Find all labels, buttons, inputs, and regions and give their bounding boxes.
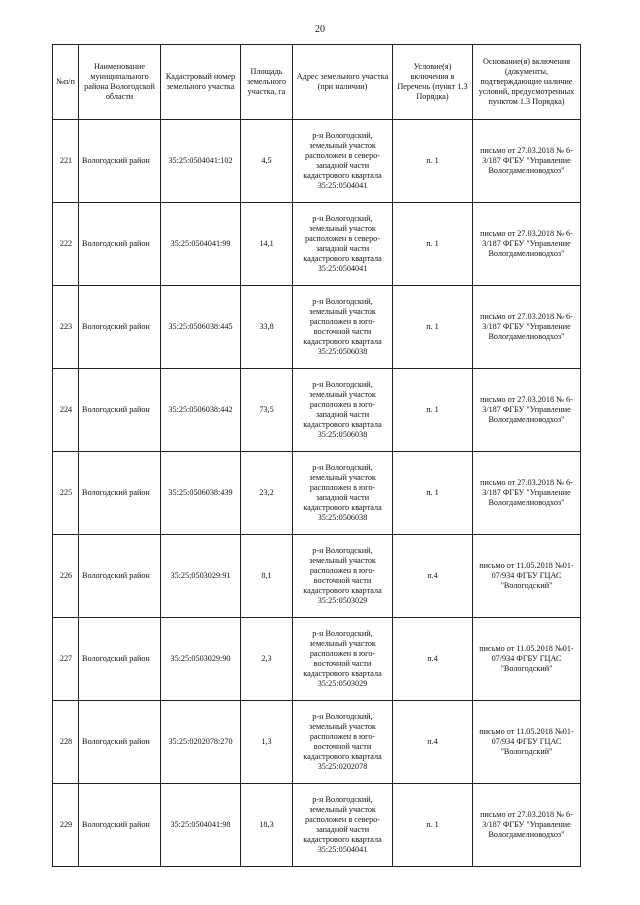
cell-num: 226 <box>53 535 79 618</box>
cell-cadastral-number: 35:25:0503029:90 <box>161 618 241 701</box>
cell-condition: п. 1 <box>393 120 473 203</box>
cell-rayon: Вологодский район <box>79 784 161 867</box>
cell-num: 224 <box>53 369 79 452</box>
cell-basis: письмо от 27.03.2018 № 6-3/187 ФГБУ "Управление Вологдамелиоводхоз" <box>473 452 581 535</box>
cell-rayon: Вологодский район <box>79 369 161 452</box>
cell-area: 73,5 <box>241 369 293 452</box>
cell-num: 229 <box>53 784 79 867</box>
header-cadastral: Кадастровый номер земельного участка <box>161 45 241 120</box>
table-row <box>53 618 581 701</box>
cell-area: 8,1 <box>241 535 293 618</box>
cell-cadastral-number: 35:25:0506038:439 <box>161 452 241 535</box>
cell-num: 223 <box>53 286 79 369</box>
header-num: №п/п <box>53 45 79 120</box>
cell-condition: п.4 <box>393 535 473 618</box>
cell-address: р-н Вологодский, земельный участок расположен в юго-восточной части кадастрового квартала 35:25:0503029 <box>293 535 393 618</box>
cell-address: р-н Вологодский, земельный участок расположен в северо-западной части кадастрового квартала 35:25:0504041 <box>293 120 393 203</box>
cell-address: р-н Вологодский, земельный участок расположен в северо-западной части кадастрового квартала 35:25:0504041 <box>293 203 393 286</box>
header-condition: Условие(я) включения в Перечень (пункт 1.3 Порядка) <box>393 45 473 120</box>
table-row <box>53 286 581 369</box>
table-row <box>53 784 581 867</box>
cell-condition: п. 1 <box>393 784 473 867</box>
cell-num: 222 <box>53 203 79 286</box>
cell-area: 4,5 <box>241 120 293 203</box>
header-address: Адрес земельного участка (при наличии) <box>293 45 393 120</box>
table-row <box>53 452 581 535</box>
table-row <box>53 535 581 618</box>
cell-rayon: Вологодский район <box>79 452 161 535</box>
cell-address: р-н Вологодский, земельный участок расположен в юго-восточной части кадастрового квартала 35:25:0202078 <box>293 701 393 784</box>
cell-condition: п.4 <box>393 701 473 784</box>
cell-area: 1,3 <box>241 701 293 784</box>
cell-cadastral-number: 35:25:0202078:270 <box>161 701 241 784</box>
cell-address: р-н Вологодский, земельный участок расположен в северо-западной части кадастрового квартала 35:25:0504041 <box>293 784 393 867</box>
cell-condition: п. 1 <box>393 369 473 452</box>
cell-num: 225 <box>53 452 79 535</box>
table-row <box>53 701 581 784</box>
cell-rayon: Вологодский район <box>79 120 161 203</box>
header-basis: Основание(я) включения (документы, подтверждающие наличие условий, предусмотренных пунктом 1.3 Порядка) <box>473 45 581 120</box>
cell-area: 14,1 <box>241 203 293 286</box>
cell-num: 227 <box>53 618 79 701</box>
cell-cadastral-number: 35:25:0503029:91 <box>161 535 241 618</box>
cell-basis: письмо от 27.03.2018 № 6-3/187 ФГБУ "Управление Вологдамелиоводхоз" <box>473 286 581 369</box>
cell-address: р-н Вологодский, земельный участок расположен в юго-западной части кадастрового квартала 35:25:0506038 <box>293 369 393 452</box>
cell-cadastral-number: 35:25:0506038:445 <box>161 286 241 369</box>
cell-address: р-н Вологодский, земельный участок расположен в юго-западной части кадастрового квартала 35:25:0506038 <box>293 452 393 535</box>
table-header-row <box>53 45 581 120</box>
cell-condition: п. 1 <box>393 203 473 286</box>
cell-rayon: Вологодский район <box>79 618 161 701</box>
cell-area: 23,2 <box>241 452 293 535</box>
table-row <box>53 120 581 203</box>
cell-rayon: Вологодский район <box>79 203 161 286</box>
cell-area: 18,3 <box>241 784 293 867</box>
cell-area: 33,8 <box>241 286 293 369</box>
cell-num: 228 <box>53 701 79 784</box>
header-rayon: Наименование муниципального района Вологодской области <box>79 45 161 120</box>
cell-address: р-н Вологодский, земельный участок расположен в юго-восточной части кадастрового квартала 35:25:0503029 <box>293 618 393 701</box>
cell-area: 2,3 <box>241 618 293 701</box>
cell-cadastral-number: 35:25:0504041:99 <box>161 203 241 286</box>
header-area: Площадь земельного участка, га <box>241 45 293 120</box>
cell-condition: п.4 <box>393 618 473 701</box>
cell-num: 221 <box>53 120 79 203</box>
cell-condition: п. 1 <box>393 452 473 535</box>
cell-cadastral-number: 35:25:0504041:102 <box>161 120 241 203</box>
page-number: 20 <box>315 24 325 35</box>
cell-rayon: Вологодский район <box>79 535 161 618</box>
land-plots-table <box>52 44 581 867</box>
cell-basis: письмо от 27.03.2018 № 6-3/187 ФГБУ "Управление Вологдамелиоводхоз" <box>473 369 581 452</box>
cell-basis: письмо от 11.05.2018 №01-07/934 ФГБУ ГЦАС "Вологодский" <box>473 701 581 784</box>
cell-condition: п. 1 <box>393 286 473 369</box>
cell-basis: письмо от 27.03.2018 № 6-3/187 ФГБУ "Управление Вологдамелиоводхоз" <box>473 784 581 867</box>
cell-cadastral-number: 35:25:0504041:98 <box>161 784 241 867</box>
cell-rayon: Вологодский район <box>79 701 161 784</box>
cell-basis: письмо от 27.03.2018 № 6-3/187 ФГБУ "Управление Вологдамелиоводхоз" <box>473 120 581 203</box>
cell-address: р-н Вологодский, земельный участок расположен в юго-восточной части кадастрового квартала 35:25:0506038 <box>293 286 393 369</box>
table-row <box>53 203 581 286</box>
cell-rayon: Вологодский район <box>79 286 161 369</box>
cell-basis: письмо от 11.05.2018 №01-07/934 ФГБУ ГЦАС "Вологодский" <box>473 618 581 701</box>
table-row <box>53 369 581 452</box>
cell-basis: письмо от 11.05.2018 №01-07/934 ФГБУ ГЦАС "Вологодский" <box>473 535 581 618</box>
cell-cadastral-number: 35:25:0506038:442 <box>161 369 241 452</box>
cell-basis: письмо от 27.03.2018 № 6-3/187 ФГБУ "Управление Вологдамелиоводхоз" <box>473 203 581 286</box>
